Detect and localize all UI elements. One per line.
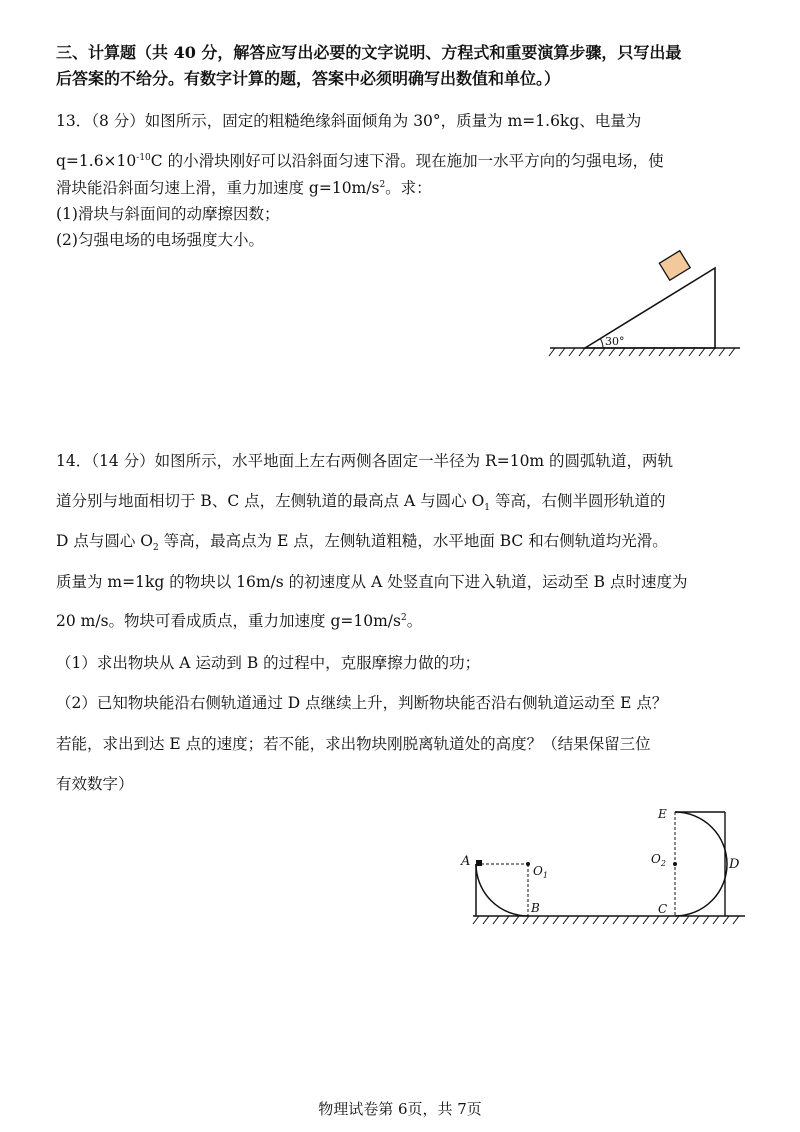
q14-line2-text: 道分别与地面相切于 B、C 点，左侧轨道的最高点 A 与圆心 O [56,492,485,510]
q14-line3 [56,530,668,552]
label-b: B [531,901,540,915]
section-heading-line1: 三、计算题（共 40 分，解答应写出必要的文字说明、方程式和重要演算步骤，只写出最 [56,43,682,62]
label-e: E [658,807,667,821]
q13-part1: (1)滑块与斜面间的动摩擦因数； [56,205,280,223]
incline-angle-label: 30° [605,335,625,348]
left-track [476,860,530,916]
label-d: D [729,857,740,872]
label-o1 [533,864,548,880]
section-heading-line2: 后答案的不给分。有数字计算的题，答案中必须明确写出数值和单位。） [56,69,561,88]
label-o2-letter: O [651,852,661,866]
q14-line5-end: 。 [406,612,423,630]
q14-part2-cont2: 有效数字） [56,775,134,793]
o1-center-dot [526,862,530,866]
q13-line1: 13．（8 分）如图所示，固定的粗糙绝缘斜面倾角为 30°，质量为 m=1.6kg、电量为 [56,112,642,130]
q13-line2-text: C 的小滑块刚好可以沿斜面匀速下滑。现在施加一水平方向的匀强电场，使 [150,152,664,170]
o2-center-dot [673,862,677,866]
slider-block [659,251,690,281]
q14-o2-subscript: 2 [153,543,159,554]
q14-line3-text: D 点与圆心 O [56,532,153,550]
track-ground [473,916,745,924]
label-a: A [461,854,471,869]
q14-gravity-exponent: 2 [400,612,407,623]
q14-line1: 14．（14 分）如图所示，水平地面上左右两侧各固定一半径为 R=10m 的圆弧轨道，两轨 [56,452,674,470]
page-footer: 物理试卷第 6页，共 7页 [318,1100,482,1118]
q14-line2 [56,490,665,512]
q13-line2 [56,150,664,172]
q13-line3-text: 滑块能沿斜面匀速上滑，重力加速度 g=10m/s [56,179,380,197]
q14-line4: 质量为 m=1kg 的物块以 16m/s 的初速度从 A 处竖直向下进入轨道，运动至 B 点时速度为 [56,573,688,591]
q14-line3-end: 等高，最高点为 E 点，左侧轨道粗糙，水平地面 BC 和右侧轨道均光滑。 [158,532,668,550]
label-c: C [658,902,668,916]
label-o1-sub: 1 [542,871,548,880]
q14-part2: （2）已知物块能沿右侧轨道通过 D 点继续上升，判断物块能否沿右侧轨道运动至 E 点？ [56,694,668,712]
q13-charge-exponent: -10 [136,152,151,163]
q14-part1: （1）求出物块从 A 运动到 B 的过程中，克服摩擦力做的功； [56,654,481,672]
q14-part2-cont1: 若能，求出到达 E 点的速度；若不能，求出物块刚脱离轨道处的高度？（结果保留三位 [56,735,651,753]
label-o2 [651,852,666,868]
q13-gravity-exponent: 2 [379,179,386,190]
label-o1-letter: O [533,864,543,878]
q14-line5-text: 20 m/s。物块可看成质点，重力加速度 g=10m/s [56,612,401,630]
q14-line2-end: 等高，右侧半圆形轨道的 [490,492,666,510]
q13-incline-figure [545,255,745,360]
q13-line3 [56,177,432,199]
q13-charge-value: q=1.6×10 [56,152,137,170]
q14-o1-subscript: 1 [484,503,491,514]
right-track [673,812,727,916]
incline-ground [549,348,740,356]
q14-track-figure [455,800,755,930]
incline-angle-arc [600,339,603,348]
q13-line3-end: 。求： [385,179,432,197]
q14-line5 [56,610,422,632]
q13-part2: (2)匀强电场的电场强度大小。 [56,231,264,249]
label-o2-sub: 2 [660,859,666,868]
block-at-a [476,860,482,866]
